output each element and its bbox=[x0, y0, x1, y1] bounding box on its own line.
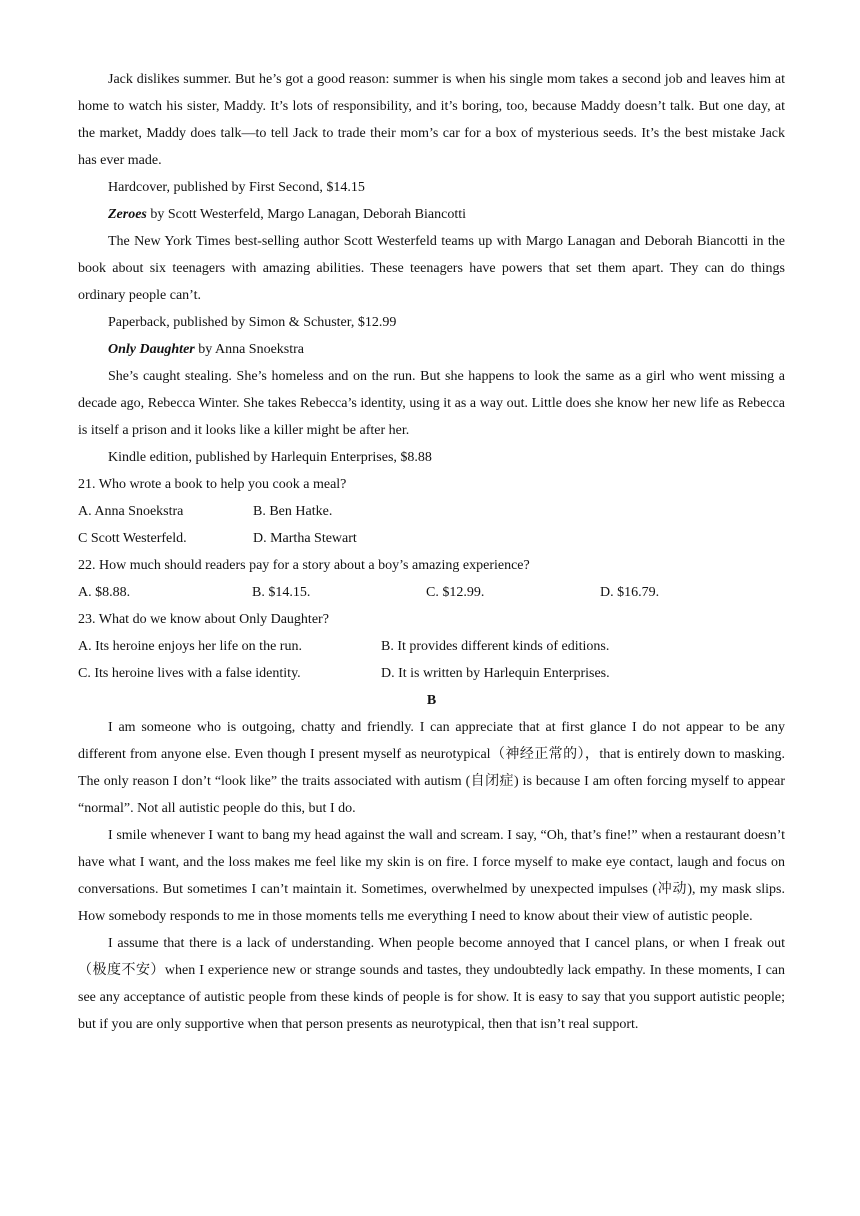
book1-description: Jack dislikes summer. But he’s got a good reason: summer is when his single mom takes a second job and leaves him at home to watch his sister, Maddy. It’s lots of responsibility, and it’s boring, too, because Maddy doesn’t talk. But one day, at the market, Maddy does talk—to tell Jack to trade their mom’s car for a box of mysterious seeds. It’s the best mistake Jack has ever made. bbox=[78, 72, 785, 168]
option-23-a: A. Its heroine enjoys her life on the run. bbox=[78, 639, 302, 654]
book3-authors: by Anna Snoekstra bbox=[194, 342, 304, 357]
question-21-options-row1 bbox=[78, 498, 785, 525]
option-21-c: C Scott Westerfeld. bbox=[78, 531, 187, 546]
question-22-options bbox=[78, 579, 785, 606]
question-22: 22. How much should readers pay for a story about a boy’s amazing experience? bbox=[78, 558, 530, 573]
book3-publication: Kindle edition, published by Harlequin Enterprises, $8.88 bbox=[108, 450, 432, 465]
book3-description: She’s caught stealing. She’s homeless and on the run. But she happens to look the same as a girl who went missing a decade ago, Rebecca Winter. She takes Rebecca’s identity, using it as a way out. Little does she know her new life as Rebecca is itself a prison and it looks like a killer might be after her. bbox=[78, 369, 785, 438]
section-b-paragraph-1: I am someone who is outgoing, chatty and friendly. I can appreciate that at first glance I do not appear to be any different from anyone else. Even though I present myself as neurotypical（神经正常的），that is entirely down to masking. The only reason I don’t “look like” the traits associated with autism (自闭症) is because I am often forcing myself to appear “normal”. Not all autistic people do this, but I do. bbox=[78, 720, 785, 816]
section-b-paragraph-3: I assume that there is a lack of understanding. When people become annoyed that I cancel plans, or when I freak out（极度不安）when I experience new or strange sounds and tastes, they undoubtedly lack empathy. In these moments, I can see any acceptance of autistic people from these kinds of people is for show. It is easy to say that you support autistic people; but if you are only supportive when that person presents as neurotypical, then that isn’t real support. bbox=[78, 936, 785, 1032]
book3-heading bbox=[78, 336, 785, 363]
option-23-d: D. It is written by Harlequin Enterprises. bbox=[381, 666, 610, 681]
option-21-b: B. Ben Hatke. bbox=[253, 504, 333, 519]
option-23-c: C. Its heroine lives with a false identity. bbox=[78, 666, 301, 681]
book2-authors: by Scott Westerfeld, Margo Lanagan, Deborah Biancotti bbox=[146, 207, 466, 222]
option-21-d: D. Martha Stewart bbox=[253, 531, 357, 546]
section-b-paragraph-2: I smile whenever I want to bang my head against the wall and scream. I say, “Oh, that’s fine!” when a restaurant doesn’t have what I want, and the loss makes me feel like my skin is on fire. I force myself to make eye contact, laugh and focus on conversations. But sometimes I can’t maintain it. Sometimes, overwhelmed by unexpected impulses (冲动), my mask slips. How somebody responds to me in those moments tells me everything I need to know about their view of autistic people. bbox=[78, 828, 785, 924]
document-page bbox=[78, 66, 785, 1038]
option-22-c: C. $12.99. bbox=[426, 585, 485, 600]
book2-heading bbox=[78, 201, 785, 228]
book2-description: The New York Times best-selling author Scott Westerfeld teams up with Margo Lanagan and Deborah Biancotti in the book about six teenagers with amazing abilities. These teenagers have powers that set them apart. They can do things ordinary people can’t. bbox=[78, 234, 785, 303]
option-23-b: B. It provides different kinds of editions. bbox=[381, 639, 610, 654]
option-22-a: A. $8.88. bbox=[78, 585, 131, 600]
question-21-options-row2 bbox=[78, 525, 785, 552]
option-21-a: A. Anna Snoekstra bbox=[78, 504, 184, 519]
question-23-options-row2 bbox=[78, 660, 785, 687]
question-23-options-row1 bbox=[78, 633, 785, 660]
question-23: 23. What do we know about Only Daughter? bbox=[78, 612, 329, 627]
option-22-d: D. $16.79. bbox=[600, 585, 660, 600]
question-21: 21. Who wrote a book to help you cook a meal? bbox=[78, 477, 347, 492]
book1-publication: Hardcover, published by First Second, $14.15 bbox=[108, 180, 365, 195]
book2-publication: Paperback, published by Simon & Schuster, $12.99 bbox=[108, 315, 397, 330]
book2-title: Zeroes bbox=[108, 207, 147, 222]
section-b-label: B bbox=[426, 693, 437, 708]
option-22-b: B. $14.15. bbox=[252, 585, 311, 600]
book3-title: Only Daughter bbox=[108, 342, 195, 357]
